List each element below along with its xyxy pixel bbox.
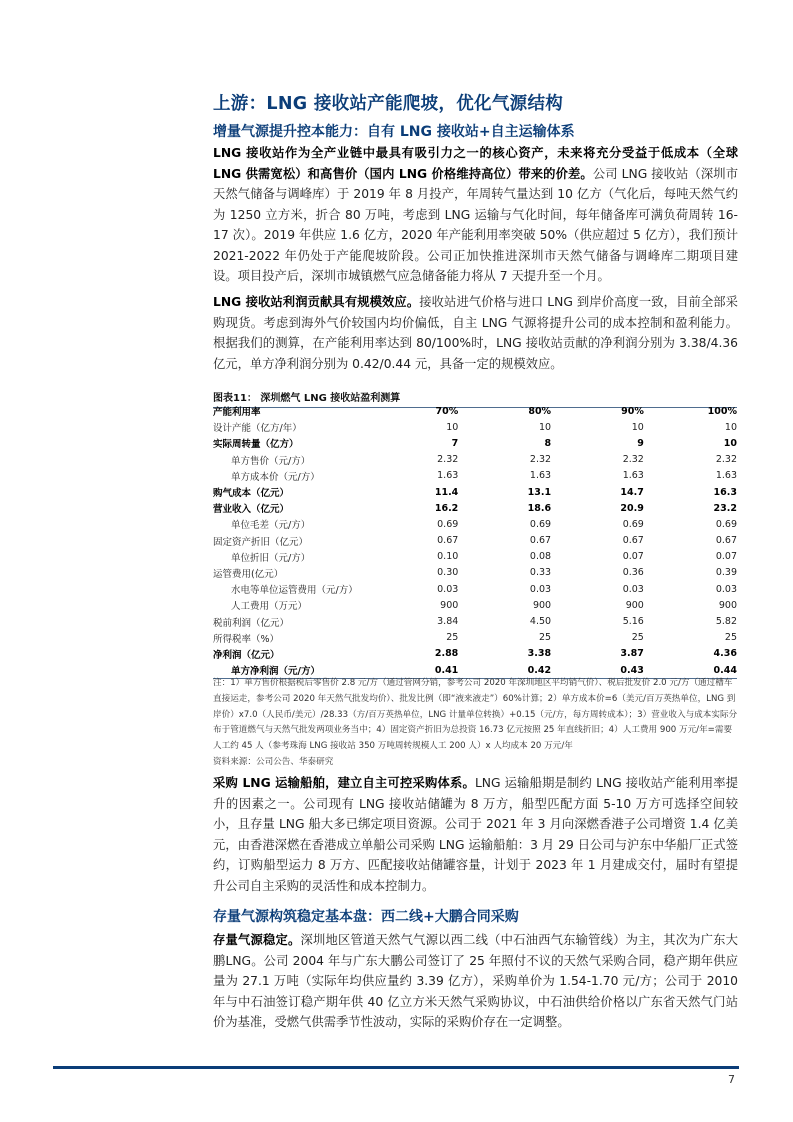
table-row <box>213 613 737 629</box>
header-label: 产能利用率 <box>213 407 261 419</box>
row-value: 4.36 <box>713 648 737 660</box>
row-value: 900 <box>440 599 459 611</box>
table-row <box>213 419 737 435</box>
row-value: 25 <box>724 632 737 644</box>
row-value: 16.3 <box>713 486 737 498</box>
row-value: 25 <box>446 632 459 644</box>
row-label: 单方成本价（元/方） <box>231 471 320 483</box>
row-value: 2.32 <box>437 454 459 466</box>
row-value: 0.67 <box>622 535 644 547</box>
row-value: 0.03 <box>622 583 644 595</box>
row-value: 1.63 <box>622 470 644 482</box>
row-value: 0.67 <box>529 535 552 547</box>
paragraph-body: 公司 LNG 接收站（深圳市天然气储备与调峰库）于 2019 年 8 月投产，年周转气量达到 10 亿方（气化后，每吨天然气约为 1250 立方米，折合 80 万吨，考虑到 LNG 运输与气化时间，每年储备库可满负荷周转 16-17 次）。2019 年供应 1.6 亿方，2020 年产能利用率突破 50%（供应超过 5 亿方），我们预计 2021-2022 年仍处于产能爬坡阶段。公司正加快推进深圳市天然气储备与调峰库二期项目建设。项目投产后，深圳市城镇燃气应急储备能力将从 7 天提升至一个月。 <box>213 166 738 283</box>
paragraph-lead: 存量气源稳定。 <box>213 933 301 947</box>
paragraph-scale-effect <box>213 292 738 374</box>
row-value: 0.03 <box>529 583 552 595</box>
row-value: 10 <box>723 437 737 449</box>
row-label: 水电等单位运管费用（元/方） <box>231 585 358 597</box>
row-value: 1.63 <box>437 470 459 482</box>
row-value: 0.03 <box>715 583 737 595</box>
row-label: 所得税率（%） <box>213 633 280 645</box>
row-value: 5.16 <box>622 616 644 628</box>
row-value: 25 <box>538 632 552 644</box>
profit-estimate-table <box>213 403 737 679</box>
footer-divider <box>53 1066 739 1069</box>
row-value: 0.33 <box>529 567 552 579</box>
row-value: 0.36 <box>622 567 644 579</box>
row-label: 人工费用（万元） <box>231 601 308 613</box>
row-value: 3.38 <box>527 648 552 660</box>
row-value: 20.9 <box>620 502 644 514</box>
row-value: 1.63 <box>529 470 552 482</box>
table-row <box>213 516 737 532</box>
row-label: 单方售价（元/方） <box>231 455 311 467</box>
row-value: 5.82 <box>715 616 737 628</box>
row-value: 3.84 <box>437 616 459 628</box>
row-value: 0.39 <box>715 567 737 579</box>
table-row <box>213 646 737 662</box>
row-value: 0.42 <box>458 662 551 679</box>
table-row <box>213 565 737 581</box>
table-row <box>213 581 737 597</box>
paragraph-lead: LNG 接收站作为全产业链中最具有吸引力之一的核心资产，未来将充分受益于低成本（全球LNG 供需宽松）和高售价（国内 LNG 价格维持高位）带来的价差。 <box>213 146 738 181</box>
table-header-row <box>213 403 737 419</box>
row-label: 单方净利润（元/方） <box>213 662 366 679</box>
header-col-100: 100% <box>707 405 737 417</box>
row-value: 900 <box>718 599 737 611</box>
header-col-80: 80% <box>528 405 552 417</box>
row-value: 23.2 <box>713 502 737 514</box>
row-value: 0.08 <box>529 551 552 563</box>
row-value: 25 <box>631 632 644 644</box>
table-row <box>213 597 737 613</box>
row-value: 0.69 <box>715 518 737 530</box>
row-label: 实际周转量（亿方） <box>213 439 299 451</box>
row-label: 净利润（亿元） <box>213 649 280 661</box>
row-value: 0.10 <box>437 551 459 563</box>
subsection-title-incremental-supply: 增量气源提升控本能力：自有 LNG 接收站+自主运输体系 <box>213 124 575 140</box>
header-col-90: 90% <box>621 405 644 417</box>
paragraph-lng-ship-procurement <box>213 773 738 896</box>
row-label: 购气成本（亿元） <box>213 488 290 500</box>
row-value: 18.6 <box>527 502 552 514</box>
paragraph-lng-terminal-core-asset <box>213 143 738 287</box>
row-value: 9 <box>637 437 644 449</box>
row-value: 0.03 <box>437 583 459 595</box>
row-value: 0.30 <box>437 567 459 579</box>
paragraph-body: 深圳地区管道天然气气源以西二线（中石油西气东输管线）为主，其次为广东大鹏LNG。公司 2004 年与广东大鹏公司签订了 25 年照付不议的天然气采购合同，稳产期年供应量为 27.1 万吨（实际年均供应量约 3.39 亿方），采购单价为 1.54-1.70 元/方；公司于 2010 年与中石油签订稳产期年供 40 亿立方米天然气采购协议，中石油供给价格以广东省天然气门站价为基准，受燃气供需季节性波动，实际的采购价存在一定调整。 <box>213 933 738 1029</box>
row-value: 16.2 <box>434 502 459 514</box>
paragraph-lead: 采购 LNG 运输船舶，建立自主可控采购体系。 <box>213 776 475 790</box>
row-value: 900 <box>532 599 552 611</box>
table-title: 图表11： 深圳燃气 LNG 接收站盈利测算 <box>213 389 737 408</box>
table-row <box>213 630 737 646</box>
row-value: 0.67 <box>437 535 459 547</box>
row-value: 4.50 <box>529 616 552 628</box>
row-value: 0.69 <box>437 518 459 530</box>
row-label: 营业收入（亿元） <box>213 504 290 516</box>
row-value: 900 <box>625 599 644 611</box>
header-col-70: 70% <box>435 405 459 417</box>
paragraph-lead: LNG 接收站利润贡献具有规模效应。 <box>213 295 420 309</box>
table-row <box>213 484 737 500</box>
table-row <box>213 435 737 451</box>
row-value: 11.4 <box>434 486 459 498</box>
row-value: 2.32 <box>529 454 552 466</box>
subsection-title-existing-supply: 存量气源构筑稳定基本盘：西二线+大鹏合同采购 <box>213 909 519 925</box>
row-value: 7 <box>451 437 459 449</box>
row-value: 0.43 <box>551 662 644 679</box>
table-row <box>213 533 737 549</box>
table-source: 资料来源：公司公告、华泰研究 <box>213 756 334 767</box>
row-label: 固定资产折旧（亿元） <box>213 536 309 548</box>
row-label: 单位折旧（元/方） <box>231 552 311 564</box>
row-value: 2.88 <box>434 648 459 660</box>
row-label: 税前利润（亿元） <box>213 617 290 629</box>
table-note-text: 注：1）单方售价根据税后零售价 2.8 元/方（通过管网分销，参考公司 2020 年深圳地区平均销气价）、税后批发价 2.0 元/方（通过槽车直接运走，参考公司 2020 年天然气批发均价）、批发比例（即“液来液走”）60%计算；2）单方成本价=6（美元/百万英热单位，LNG 到岸价）x7.0（人民币/美元）/28.33（方/百万英热单位，LNG 计量单位转换）+0.15（元/方，每方周转成本）；3）营业收入与成本实际分布于管道燃气与天然气批发两项业务当中；4）固定资产折旧为总投资 16.73 亿元按照 25 年直线折旧；4）人工费用 900 万元/年=需要人工约 45 人（参考珠海 LNG 接收站 350 万吨周转规模人工 200 人）x 人均成本 20 万元/年 <box>213 678 738 752</box>
row-label: 运管费用(亿元） <box>213 568 284 580</box>
table-row <box>213 549 737 565</box>
row-value: 10 <box>446 421 459 433</box>
row-value: 3.87 <box>620 648 644 660</box>
table-notes <box>213 676 738 771</box>
row-value: 10 <box>724 421 737 433</box>
row-value: 13.1 <box>527 486 552 498</box>
paragraph-body: LNG 运输船期是制约 LNG 接收站产能利用率提升的因素之一。公司现有 LNG 接收站储罐为 8 万方，船型匹配方面 5-10 万方可选择空间较小，且存量 LNG 船大多已绑定项目资源。公司于 2021 年 3 月向深燃香港子公司增资 1.4 亿美元，由香港深燃在香港成立单船公司采购 LNG 运输船舶：3 月 29 日公司与沪东中华船厂正式签约，订购船型运力 8 万方、匹配接收站储罐容量，计划于 2023 年 1 月建成交付，届时有望提升公司自主采购的灵活性和成本控制力。 <box>213 776 738 893</box>
table-row <box>213 500 737 516</box>
row-value: 0.41 <box>366 662 459 679</box>
row-value: 14.7 <box>620 486 644 498</box>
row-value: 0.69 <box>622 518 644 530</box>
row-label: 单位毛差（元/方） <box>231 520 311 532</box>
row-value: 2.32 <box>715 454 737 466</box>
table-row <box>213 452 737 468</box>
row-value: 0.07 <box>715 551 737 563</box>
paragraph-existing-supply <box>213 930 738 1033</box>
paragraph-body: 接收站进气价格与进口 LNG 到岸价高度一致，目前全部采购现货。考虑到海外气价较国内均价偏低，自主 LNG 气源将提升公司的成本控制和盈利能力。根据我们的测算，在产能利用率达到 80/100%时，LNG 接收站贡献的净利润分别为 3.38/4.36 亿元，单方净利润分别为 0.42/0.44 元，具备一定的规模效应。 <box>213 295 738 371</box>
row-value: 10 <box>631 421 644 433</box>
row-label: 设计产能（亿方/年） <box>213 423 302 435</box>
row-value: 1.63 <box>715 470 737 482</box>
row-value: 0.69 <box>529 518 552 530</box>
row-value: 0.67 <box>715 535 737 547</box>
row-value: 0.44 <box>644 662 737 679</box>
row-value: 0.07 <box>622 551 644 563</box>
row-value: 8 <box>544 437 552 449</box>
table-row <box>213 468 737 484</box>
section-title: 上游：LNG 接收站产能爬坡，优化气源结构 <box>213 94 564 114</box>
row-value: 10 <box>538 421 552 433</box>
page-number: 7 <box>728 1073 735 1086</box>
row-value: 2.32 <box>622 454 644 466</box>
